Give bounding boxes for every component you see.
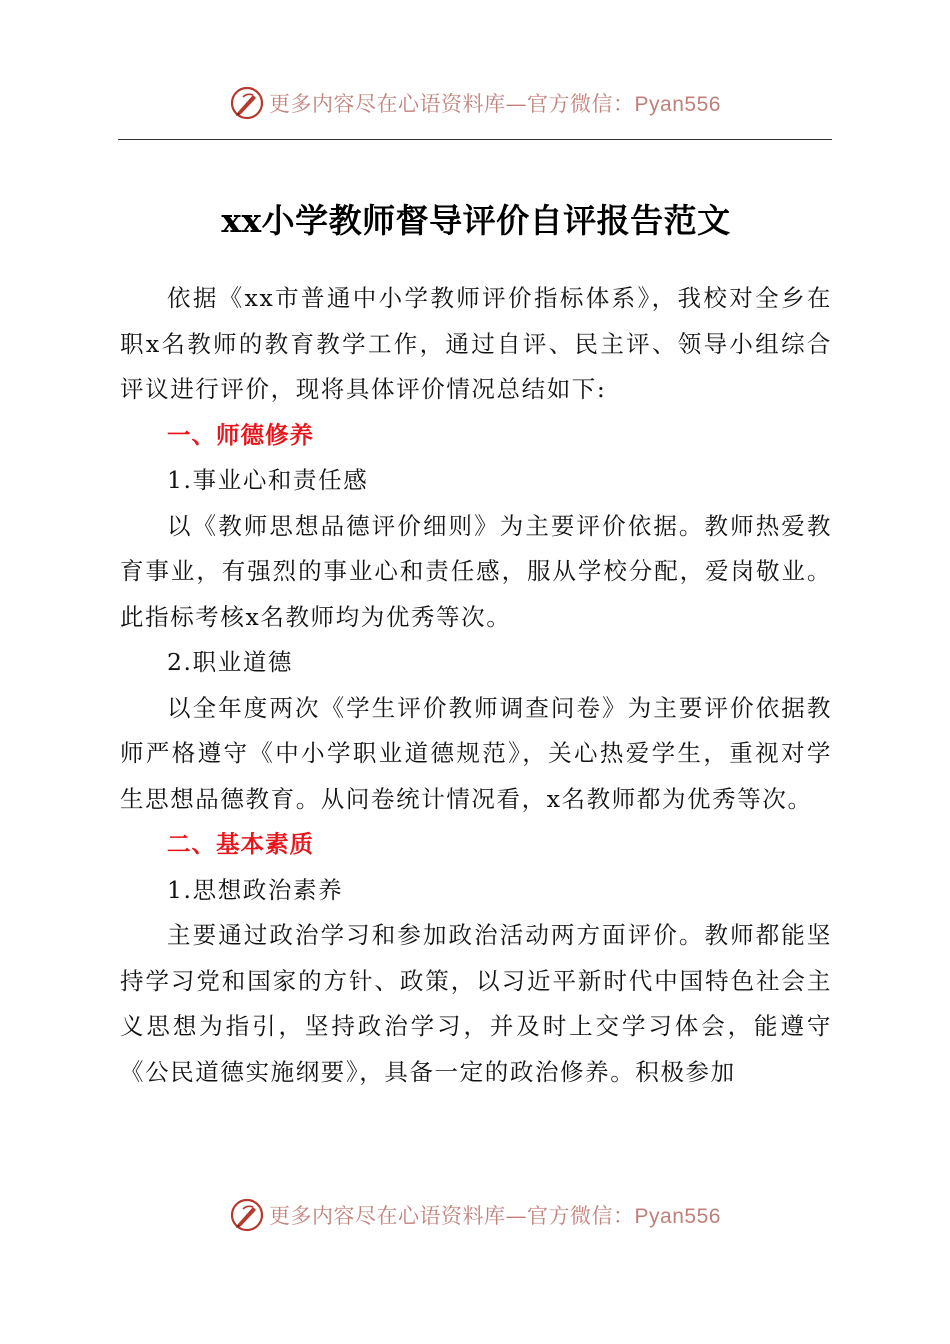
wechat-id: Pyan556 — [634, 1205, 721, 1228]
banner-text: 更多内容尽在心语资料库—官方微信：Pyan556 — [269, 92, 721, 116]
paragraph-list — [120, 276, 832, 1095]
wechat-id: Pyan556 — [634, 93, 721, 116]
header-rule — [118, 139, 832, 140]
section-heading: 一、师德修养 — [167, 420, 314, 449]
document-title: xx小学教师督导评价自评报告范文 — [221, 201, 731, 240]
banner-text: 更多内容尽在心语资料库—官方微信：Pyan556 — [269, 1204, 721, 1228]
body-paragraph: 1.思想政治素养 — [167, 875, 344, 904]
document-body — [120, 195, 832, 1095]
body-paragraph: 主要通过政治学习和参加政治活动两方面评价。教师都能坚持学习党和国家的方针、政策，以习近平新时代中国特色社会主义思想为指引，坚持政治学习，并及时上交学习体会，能遵守《公民道德实施纲要》，具备一定的政治修养。积极参加 — [120, 921, 832, 1086]
body-paragraph: 依据《xx市普通中小学教师评价指标体系》，我校对全乡在职x名教师的教育教学工作，通过自评、民主评、领导小组综合评议进行评价，现将具体评价情况总结如下: — [120, 284, 832, 403]
body-paragraph: 以《教师思想品德评价细则》为主要评价依据。教师热爱教育事业，有强烈的事业心和责任感，服从学校分配，爱岗敬业。此指标考核x名教师均为优秀等次。 — [120, 511, 832, 631]
pen-logo-icon — [229, 1197, 265, 1233]
footer-banner — [0, 1193, 950, 1237]
body-paragraph: 以全年度两次《学生评价教师调查问卷》为主要评价依据教师严格遵守《中小学职业道德规范》，关心热爱学生，重视对学生思想品德教育。从问卷统计情况看，x名教师都为优秀等次。 — [120, 693, 832, 813]
pen-logo-icon — [229, 85, 265, 121]
body-paragraph: 2.职业道德 — [167, 648, 294, 676]
body-paragraph: 1.事业心和责任感 — [167, 466, 369, 494]
header-banner — [0, 81, 950, 125]
section-heading: 二、基本素质 — [167, 830, 314, 858]
